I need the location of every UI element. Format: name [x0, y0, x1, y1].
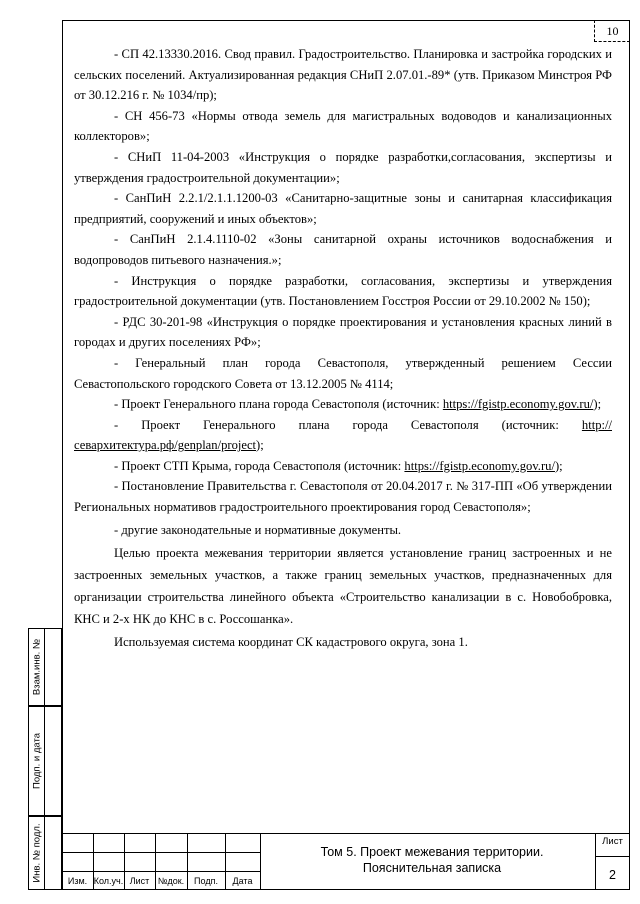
coord-system: Используемая система координат СК кадастрового округа, зона 1.	[114, 635, 468, 650]
stp-end: );	[554, 458, 563, 473]
project1-text: - Проект Генерального плана города Севастополя (источник:	[114, 397, 443, 412]
list-item: - Генеральный план города Севастополя, утвержденный решением Сессии Севастопольского городского Совета от 13.12.2005 № 4114;	[74, 355, 612, 391]
side-box-podp	[28, 706, 62, 816]
list-item-stp	[74, 456, 612, 477]
side-box-vzam	[28, 628, 62, 706]
side-box-inv	[28, 816, 62, 890]
goal-paragraph: Целью проекта межевания территории является установление границ застроенных и не застроенных земельных участков, а также границ земельных участков, предназначенных для организации строительства линейного объекта «Строительство канализации в с. Новобобровка, КНС и 2-х НК до КНС в с. Россошанка».	[74, 546, 612, 627]
list-item: - СН 456-73 «Нормы отвода земель для магистральных водоводов и канализационных коллекторов»;	[74, 108, 612, 144]
sheet-label: Лист	[602, 836, 623, 847]
list-item: - СанПиН 2.2.1/2.1.1.1200-03 «Санитарно-защитные зоны и санитарная классификация предприятий, сооружений и иных объектов»;	[74, 191, 612, 226]
title-line-2: Пояснительная записка	[362, 861, 502, 875]
project2-link[interactable]: http://севархитектура.рф/genplan/project	[74, 417, 612, 453]
side-label-inv: Инв. № подл.	[31, 823, 42, 883]
project1-end: );	[593, 397, 602, 412]
side-label-vzam: Взам.инв. №	[31, 638, 42, 696]
project2-end: );	[256, 438, 264, 453]
page-number: 10	[594, 20, 630, 42]
list-item: - СНиП 11-04-2003 «Инструкция о порядке разработки,согласования, экспертизы и утверждения градостроительной документации»;	[74, 149, 612, 185]
list-item: - СП 42.13330.2016. Свод правил. Градостроительство. Планировка и застройка городских и сельских поселений. Актуализированная редакция СНиП 2.07.01.-89* (утв. Приказом Минстроя РФ от 30.12.216 г. № 1034/пр);	[74, 47, 612, 103]
col-kol-uch: Кол.уч.	[93, 876, 124, 886]
list-item: - СанПиН 2.1.4.1110-02 «Зоны санитарной охраны источников водоснабжения и водопроводов питьевого назначения.»;	[74, 232, 612, 267]
col-ndok: №док.	[157, 876, 185, 886]
list-item: - Инструкция о порядке разработки, согласования, экспертизы и утверждения градостроительной документации (утв. Постановлением Госстроя России от 29.10.2002 № 150);	[74, 273, 612, 309]
title-line-1: Том 5. Проект межевания территории.	[320, 845, 544, 859]
list-item-other: - другие законодательные и нормативные документы.	[114, 522, 402, 537]
list-item-project2	[74, 415, 612, 456]
col-data: Дата	[232, 876, 253, 886]
list-item-project1	[74, 394, 612, 415]
project1-link[interactable]: https://fgistp.economy.gov.ru/	[442, 397, 594, 412]
list-item-decree: - Постановление Правительства г. Севастополя от 20.04.2017 г. № 317-ПП «Об утверждении Региональных нормативов градостроительного проектирования город Севастополя»;	[74, 479, 612, 515]
title-block	[62, 833, 630, 890]
document-body	[74, 44, 612, 653]
list-item: - РДС 30-201-98 «Инструкция о порядке проектирования и установления красных линий в городах и других поселениях РФ»;	[74, 314, 612, 350]
sheet-number: 2	[609, 868, 616, 882]
project2-text: - Проект Генерального плана города Севастополя (источник:	[114, 417, 582, 432]
side-label-podp: Подп. и дата	[31, 733, 42, 789]
col-list: Лист	[129, 876, 150, 886]
document-title	[272, 844, 592, 876]
stp-text: - Проект СТП Крыма, города Севастополя (источник:	[114, 458, 405, 473]
col-izm: Изм.	[67, 876, 88, 886]
stp-link[interactable]: https://fgistp.economy.gov.ru/	[404, 458, 555, 473]
col-podp: Подп.	[194, 876, 218, 886]
